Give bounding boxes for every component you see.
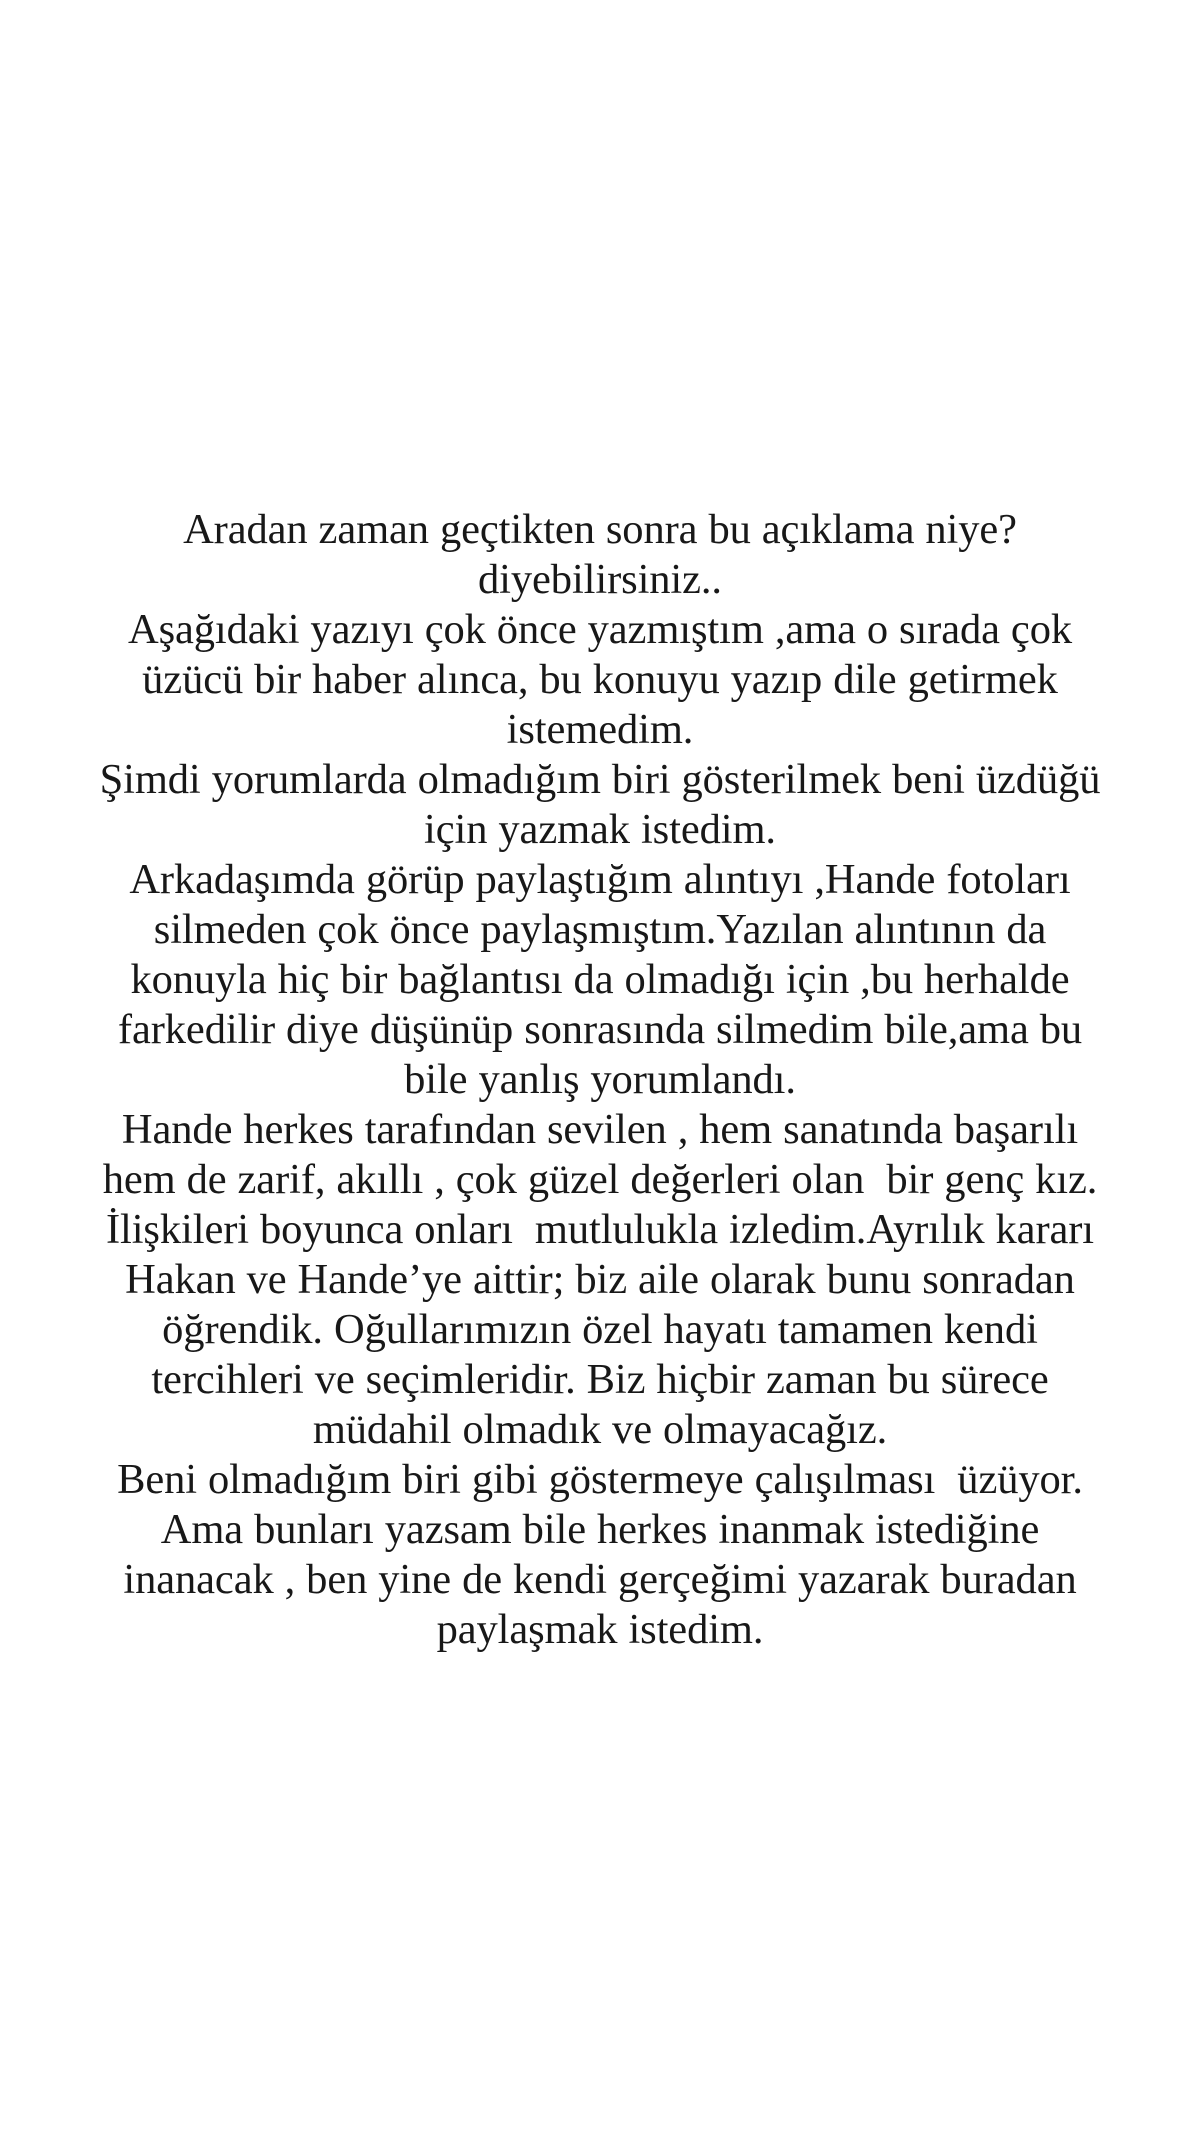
story-line: İlişkileri boyunca onları mutlulukla izledim.Ayrılık kararı xyxy=(105,1206,1095,1253)
story-line: konuyla hiç bir bağlantısı da olmadığı için ,bu herhalde xyxy=(130,956,1070,1003)
story-line: istemedim. xyxy=(506,706,694,753)
story-line: silmeden çok önce paylaşmıştım.Yazılan alıntının da xyxy=(153,906,1047,953)
story-line: Aradan zaman geçtikten sonra bu açıklama niye? xyxy=(183,506,1017,553)
story-line: Hakan ve Hande’ye aittir; biz aile olarak bunu sonradan xyxy=(125,1256,1075,1303)
story-line: Şimdi yorumlarda olmadığım biri gösterilmek beni üzdüğü xyxy=(99,756,1101,803)
story-line: üzücü bir haber alınca, bu konuyu yazıp dile getirmek xyxy=(142,656,1058,703)
story-line: Aşağıdaki yazıyı çok önce yazmıştım ,ama o sırada çok xyxy=(127,606,1072,653)
story-line: farkedilir diye düşünüp sonrasında silmedim bile,ama bu xyxy=(117,1006,1083,1053)
story-line: hem de zarif, akıllı , çok güzel değerleri olan bir genç kız. xyxy=(102,1156,1098,1203)
story-line: Ama bunları yazsam bile herkes inanmak istediğine xyxy=(160,1506,1040,1553)
story-line: bile yanlış yorumlandı. xyxy=(404,1056,796,1103)
story-line: diyebilirsiniz.. xyxy=(478,556,722,603)
story-line: Arkadaşımda görüp paylaştığım alıntıyı ,Hande fotoları xyxy=(129,856,1071,903)
story-line: Beni olmadığım biri gibi göstermeye çalışılması üzüyor. xyxy=(117,1456,1083,1503)
story-line: inanacak , ben yine de kendi gerçeğimi yazarak buradan xyxy=(123,1556,1077,1603)
story-line: Hande herkes tarafından sevilen , hem sanatında başarılı xyxy=(121,1106,1079,1153)
story-line: müdahil olmadık ve olmayacağız. xyxy=(312,1406,888,1453)
story-line: paylaşmak istedim. xyxy=(436,1606,764,1653)
story-text-block xyxy=(0,505,1200,1655)
story-line: öğrendik. Oğullarımızın özel hayatı tamamen kendi xyxy=(162,1306,1038,1353)
story-line: tercihleri ve seçimleridir. Biz hiçbir zaman bu sürece xyxy=(151,1356,1049,1403)
story-line: için yazmak istedim. xyxy=(424,806,776,853)
